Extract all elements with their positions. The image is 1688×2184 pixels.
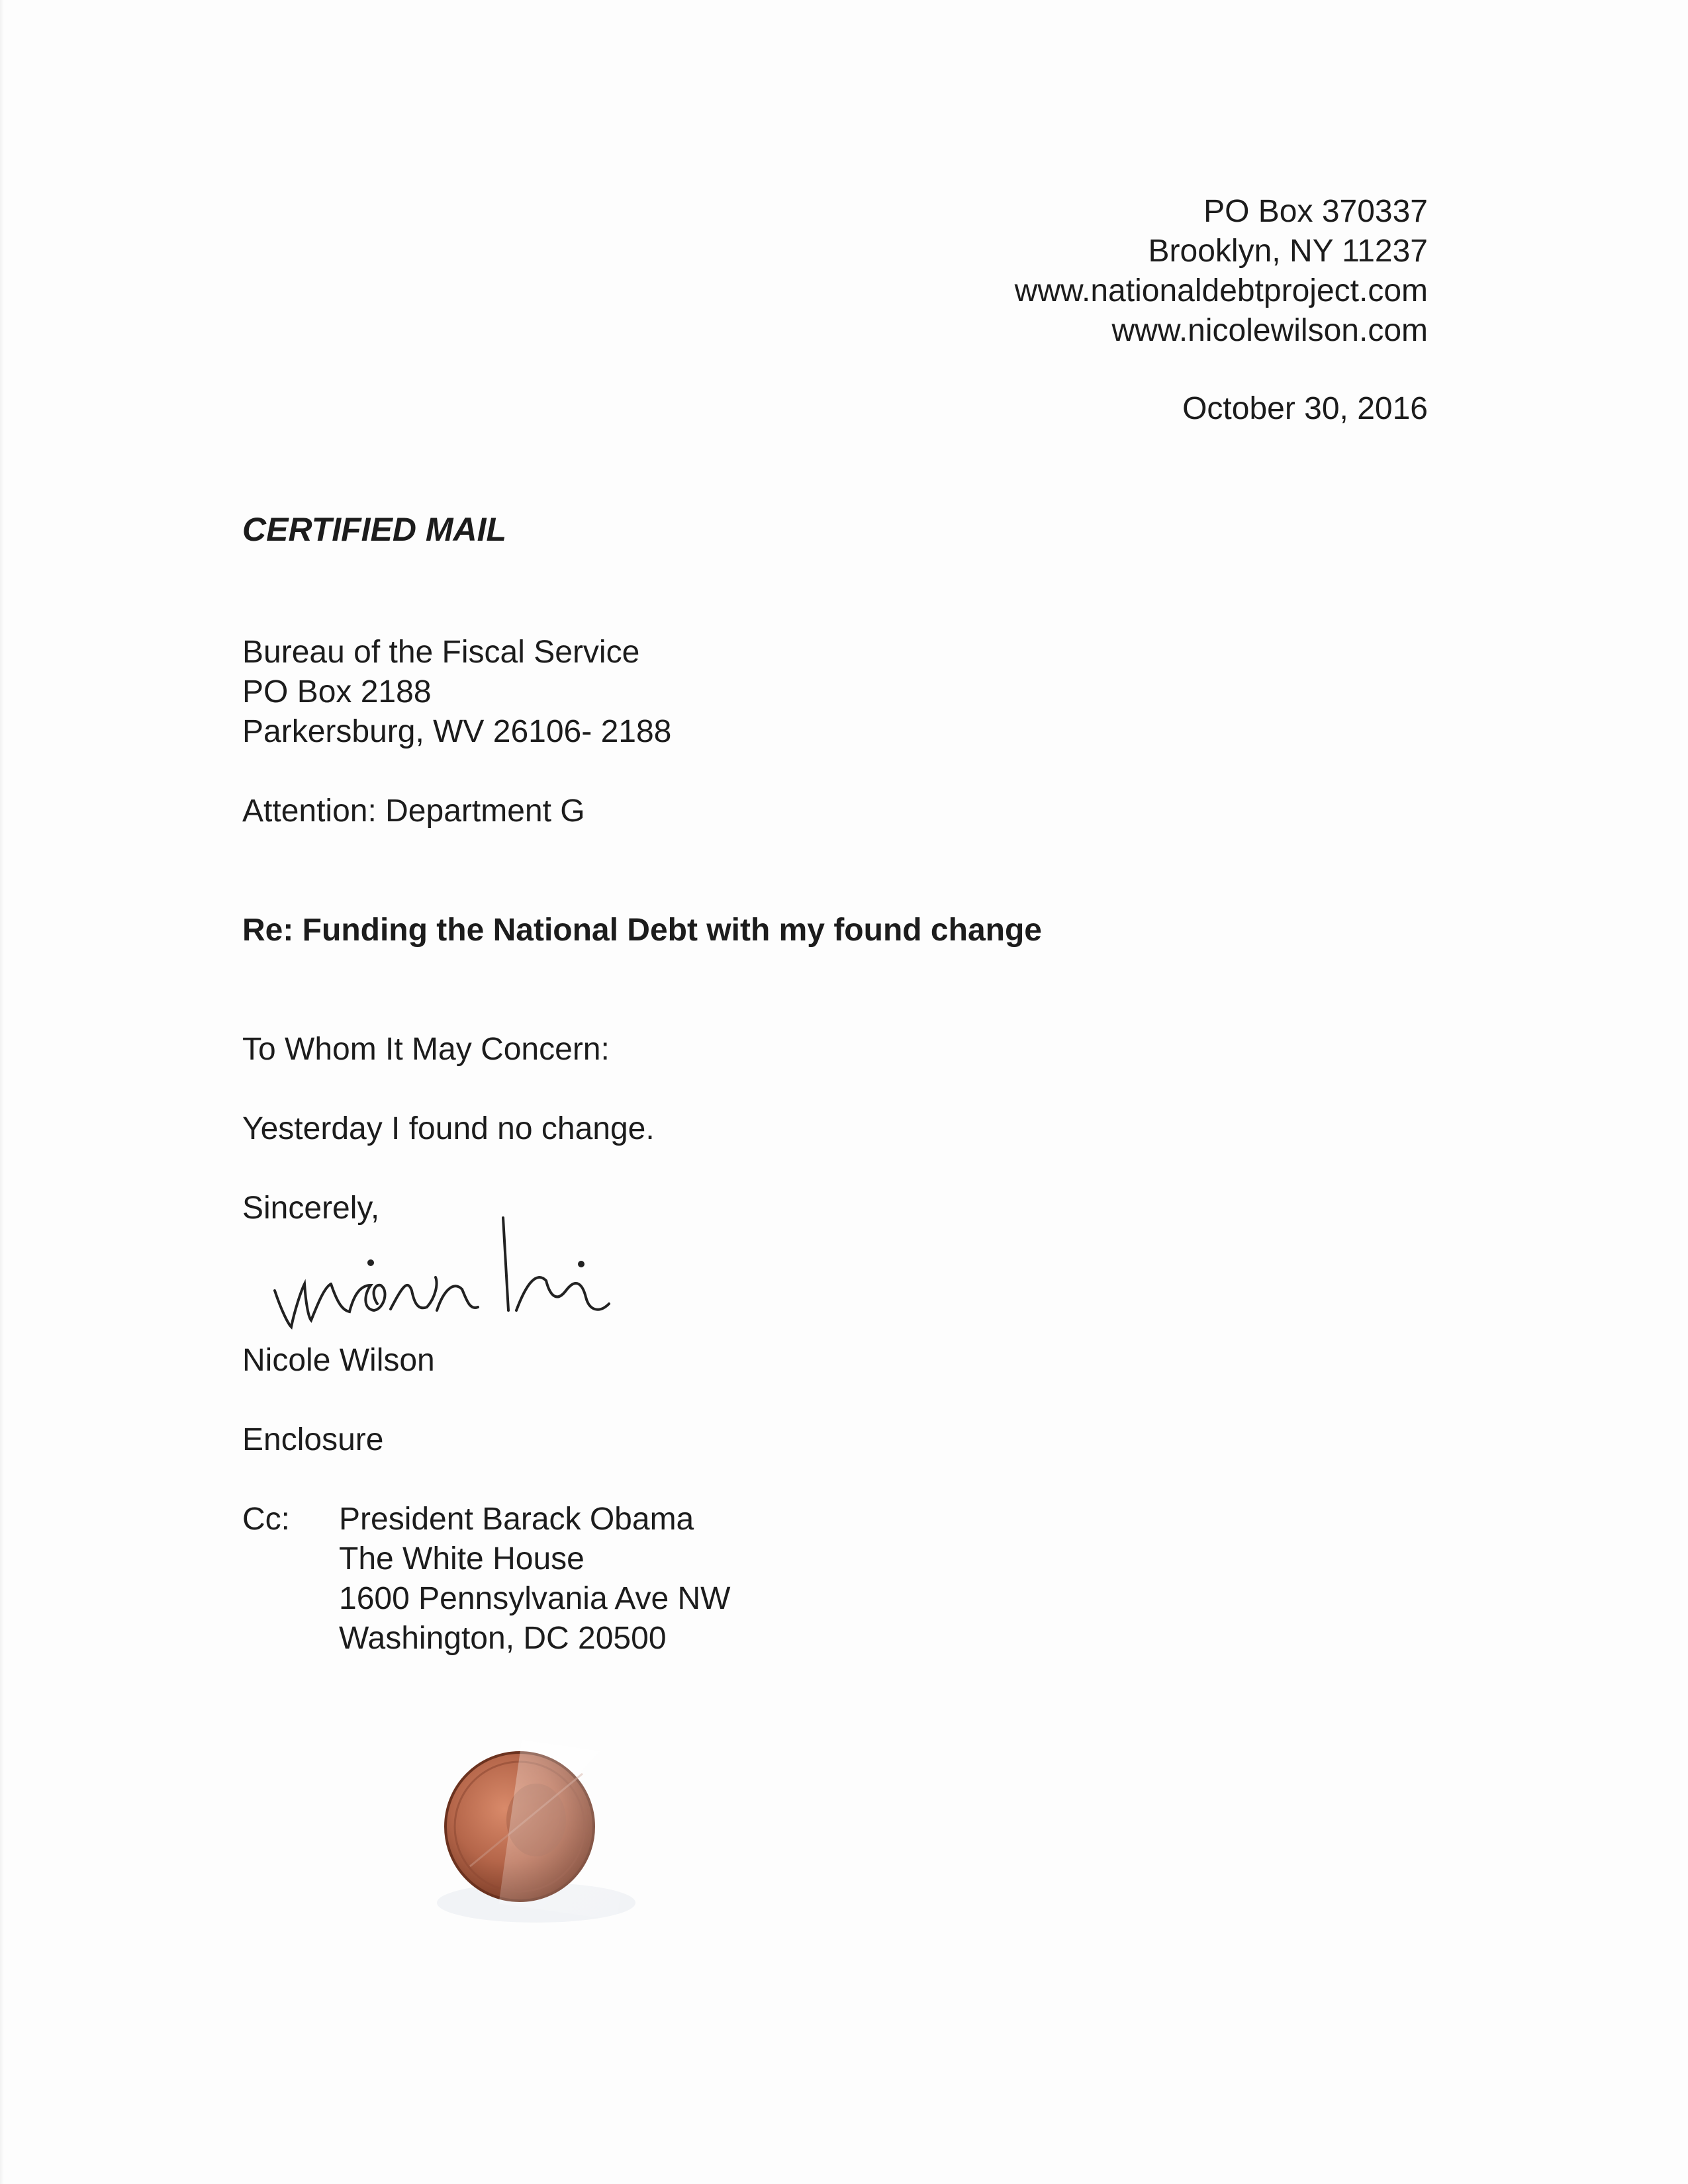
letter-date: October 30, 2016 [1182,391,1428,426]
delivery-method: CERTIFIED MAIL [242,511,507,548]
enclosure-line: Enclosure [242,1422,384,1457]
cc-line-1: President Barack Obama [339,1502,694,1537]
sender-po-box: PO Box 370337 [1203,194,1428,229]
recipient-city-line: Parkersburg, WV 26106- 2188 [242,714,672,749]
subject-line: Re: Funding the National Debt with my found change [242,913,1042,948]
sender-city-line: Brooklyn, NY 11237 [1148,234,1428,269]
signer-name: Nicole Wilson [242,1343,435,1378]
cc-label: Cc: [242,1502,290,1537]
body-text: Yesterday I found no change. [242,1111,655,1146]
recipient-po-box: PO Box 2188 [242,674,432,709]
sender-website-1: www.nationaldebtproject.com [1014,273,1428,308]
salutation: To Whom It May Concern: [242,1032,610,1067]
cc-line-2: The White House [339,1541,585,1576]
signature-image [265,1211,635,1343]
scan-edge [0,0,4,2184]
cc-line-4: Washington, DC 20500 [339,1621,667,1656]
attention-line: Attention: Department G [242,794,585,829]
recipient-name: Bureau of the Fiscal Service [242,635,640,670]
sender-website-2: www.nicolewilson.com [1111,313,1428,348]
penny-icon [424,1734,635,1933]
closing: Sincerely, [242,1191,380,1226]
cc-line-3: 1600 Pennsylvania Ave NW [339,1581,731,1616]
